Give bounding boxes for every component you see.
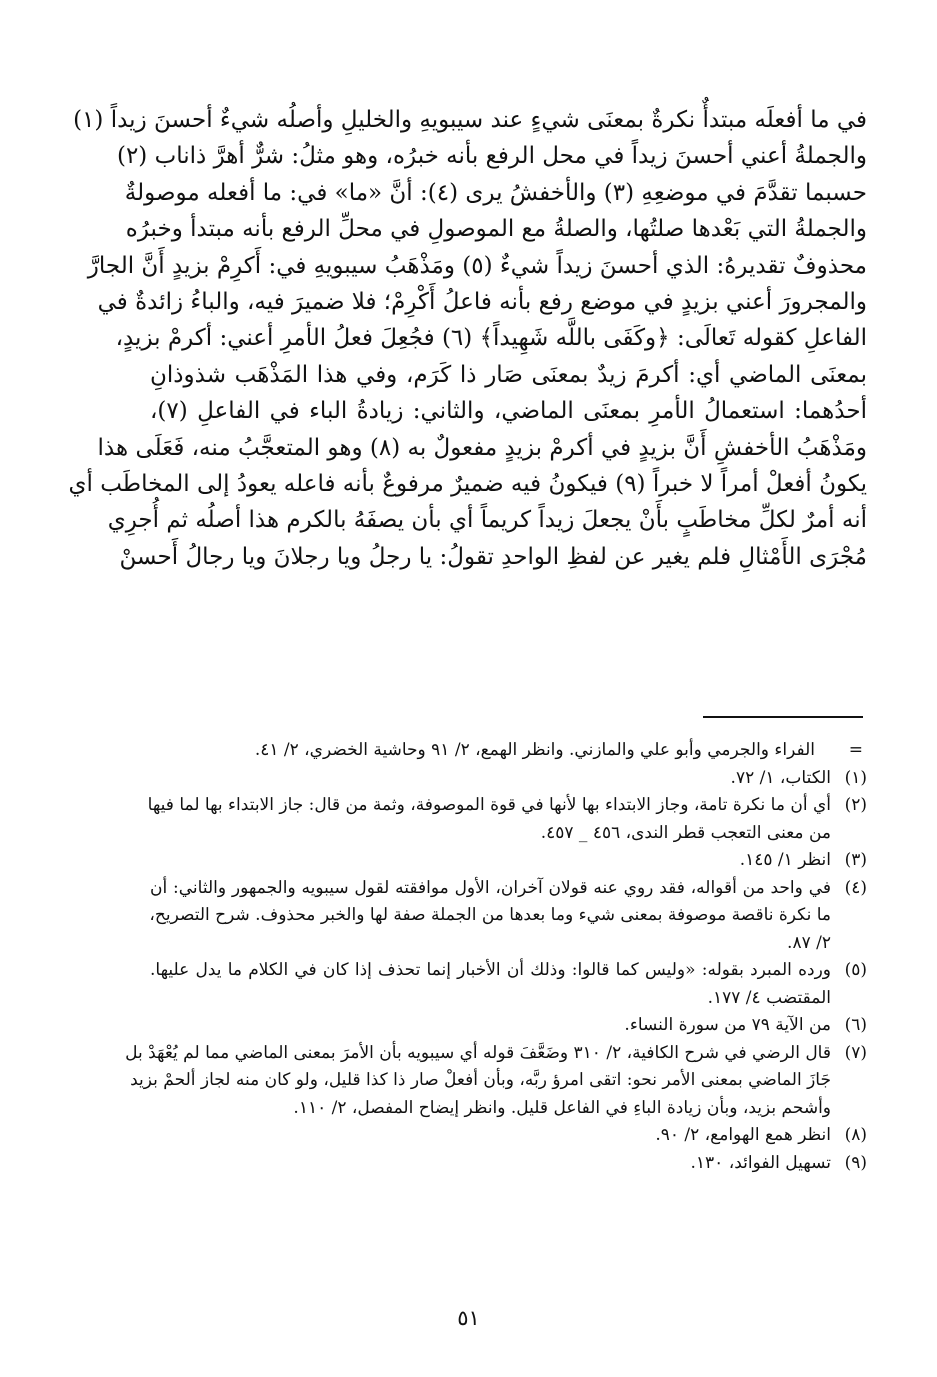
footnote-carryover bbox=[150, 737, 867, 765]
footnote-line bbox=[150, 1095, 867, 1123]
footnote-line bbox=[150, 1150, 867, 1178]
footnote-line bbox=[147, 792, 867, 820]
footnote-line bbox=[130, 1067, 867, 1095]
footnote-text: المقتضب ٤/ ١٧٧. bbox=[707, 987, 831, 1008]
footnote-text: قال الرضي في شرح الكافية، ٢/ ٣١٠ وضَعَّفَ قوله أي سيبويه بأن الأمرَ بمعنى الماضي مما لم يُعْهَدْ بل bbox=[125, 1042, 831, 1063]
footnote-text: ما نكرة ناقصة موصوفة بمعنى شيء وما بعدها من الجملة صفة لها والخبر محذوف. شرح التصريح، bbox=[149, 905, 831, 925]
footnote-number: (٦) bbox=[844, 1015, 867, 1035]
footnote-line bbox=[150, 765, 867, 793]
footnotes-block bbox=[125, 737, 867, 1177]
footnote-number: (٨) bbox=[844, 1125, 867, 1145]
body-line: والمجرورَ أعني بزيدٍ في موضع رفع بأنه فاعلُ أَكْرِمْ؛ فلا ضميرَ فيه، والباءُ زائدةٌ في bbox=[97, 288, 867, 315]
footnote-text: أي أن ما نكرة تامة، وجاز الابتداء بها لأنها في قوة الموصوفة، وثمة من قال: جاز الابتداء بها لما فيها bbox=[147, 795, 831, 815]
footnote-line bbox=[150, 820, 867, 848]
footnote-number: (٧) bbox=[844, 1042, 867, 1063]
footnote-number: (٩) bbox=[844, 1152, 867, 1173]
footnote-line bbox=[150, 957, 867, 985]
body-line: أحدُهما: استعمالُ الأمرِ بمعنَى الماضي، والثاني: زيادةُ الباء في الفاعلِ (٧)، bbox=[150, 398, 867, 425]
body-line: محذوفٌ تقديرهُ: الذي أحسنَ زيداً شيءٌ (٥) ومَذْهَبُ سيبويهِ في: أَكرِمْ بزيدٍ أَنَّ الجارَّ bbox=[87, 252, 867, 279]
footnote-number: (٥) bbox=[844, 960, 867, 980]
footnote-text: تسهيل الفوائد، ١٣٠. bbox=[690, 1152, 831, 1173]
footnote-text: انظر ١/ ١٤٥. bbox=[739, 850, 831, 870]
footnote-text: الكتاب، ١/ ٧٢. bbox=[730, 767, 831, 788]
footnote-line bbox=[150, 1012, 867, 1040]
footnote-text: انظر همع الهوامع، ٢/ ٩٠. bbox=[655, 1125, 831, 1145]
footnote-line bbox=[150, 847, 867, 875]
body-line: أنه أمرٌ لكلِّ مخاطَبٍ بأَنْ يجعلَ زيداً كريماً أي بأن يصفَهُ بالكرم هذا أصلُه ثم أُجرِي bbox=[107, 507, 867, 534]
footnote-line bbox=[150, 1122, 867, 1150]
body-line: والجملةُ التي بَعْدها صلتُها، والصلةُ مع الموصولِ في محلِّ الرفع بأنه مبتدأ وخبرُه bbox=[125, 216, 867, 243]
body-line: حسبما تقدَّمَ في موضعِهِ (٣) والأخفشُ يرى (٤): أنَّ «ما» في: ما أفعله موصولةٌ bbox=[124, 179, 867, 206]
footnote-text: جَازَ الماضي بمعنى الأمر نحو: اتقى امرؤ ربَّه، وبأن أفعلْ صار ذا كذا قليل، ولو كان منه لجاز ألحمْ بزيد bbox=[130, 1070, 831, 1090]
footnote-number: (٣) bbox=[844, 850, 867, 870]
body-line: مُجْرَى الأَمْثالِ فلم يغير عن لفظِ الواحدِ تقولُ: يا رجلُ ويا رجلانَ ويا رجالُ أَحسنْ bbox=[119, 543, 867, 570]
body-line: ومَذْهَبُ الأخفشِ أَنَّ بزيدٍ في أكرمْ بزيدٍ مفعولٌ به (٨) وهو المتعجَّبُ منه، فَعَلَى هذا bbox=[97, 434, 867, 461]
footnote-text: في واحد من أقواله، فقد روي عنه قولان آخران، الأول موافقته لقول سيبويه والجمهور والثاني: أن bbox=[150, 877, 831, 898]
footnote-text: وأشحم بزيد، وبأن زيادة الباءِ في الفاعل قليل. وانظر إيضاح المفصل، ٢/ ١١٠. bbox=[293, 1097, 831, 1118]
footnote-line bbox=[125, 1040, 867, 1068]
main-text-block bbox=[68, 102, 867, 575]
footnote-line bbox=[150, 902, 867, 930]
body-line: بمعنَى الماضي أي: أكرمَ زيدٌ بمعنَى صَار ذا كَرَم، وفي هذا المَذْهَب شذوذانِ bbox=[150, 361, 867, 388]
carryover-mark: = bbox=[848, 740, 863, 760]
footnote-text: ورده المبرد بقوله: «وليس كما قالوا: وذلك أن الأخبار إنما تحذف إذا كان في الكلام ما يدل عليها. bbox=[150, 960, 831, 980]
footnote-text: من الآية ٧٩ من سورة النساء. bbox=[624, 1015, 831, 1035]
footnote-line bbox=[150, 930, 867, 958]
footnote-number: (١) bbox=[844, 767, 867, 788]
page-number: ٥١ bbox=[457, 1306, 480, 1330]
body-line: في ما أفعلَه مبتدأٌ نكرةٌ بمعنَى شيءٍ عند سيبويهِ والخليلِ وأصلُه شيءٌ أحسنَ زيداً (١) bbox=[73, 107, 867, 133]
footnote-number: (٤) bbox=[844, 877, 867, 898]
footnote-number: (٢) bbox=[844, 795, 867, 815]
footnote-text: ٢/ ٨٧. bbox=[787, 932, 831, 953]
body-line: الفاعلِ كقوله تَعالَى: ﴿وكَفَى باللَّه شَهِيداً﴾ (٦) فجُعِلَ فعلُ الأمرِ أعني: أكرمْ بزيدٍ، bbox=[115, 325, 867, 352]
body-line: يكونُ أفعلْ أمراً لا خبراً (٩) فيكونُ فيه ضميرٌ مرفوعٌ بأنه فاعله يعودُ إلى المخاطَب أي bbox=[68, 470, 867, 497]
footnote-text: من معنى التعجب قطر الندى، ٤٥٦ _ ٤٥٧. bbox=[540, 822, 831, 843]
footnote-line bbox=[150, 875, 867, 903]
body-line: والجملةُ أعني أحسنَ زيداً في محل الرفع بأنه خبرُه، وهو مثلُ: شرٌّ أهرَّ ذاناب (٢) bbox=[116, 143, 867, 170]
footnote-line bbox=[150, 985, 867, 1013]
footnote-separator bbox=[703, 716, 863, 718]
carryover-text: الفراء والجرمي وأبو علي والمازني. وانظر الهمع، ٢/ ٩١ وحاشية الخضري، ٢/ ٤١. bbox=[254, 740, 815, 760]
